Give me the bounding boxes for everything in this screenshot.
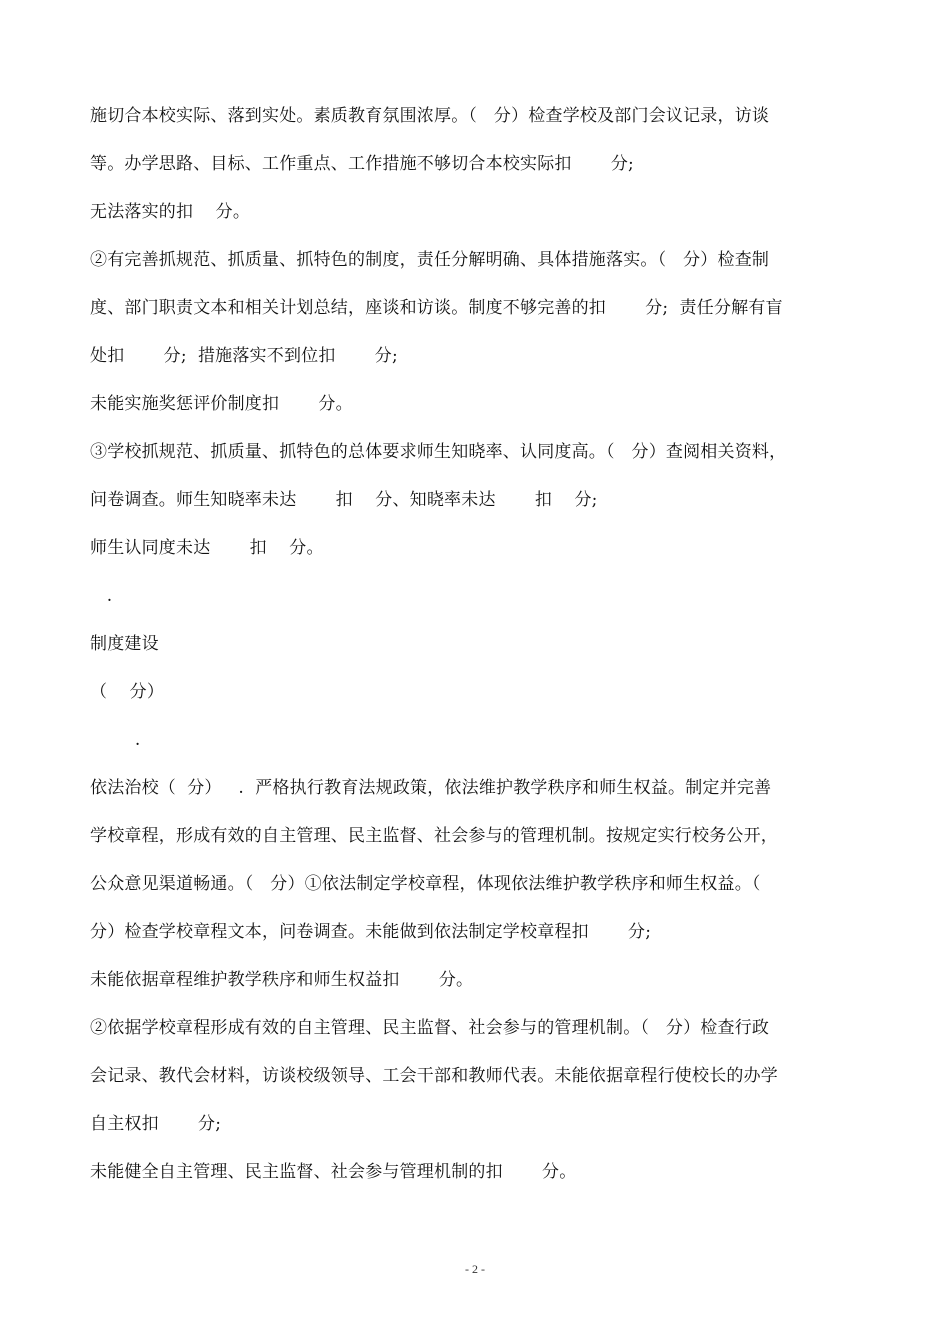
text-line: 自主权扣 分; [90,1114,222,1134]
section-score: （ 分） [90,682,165,702]
bullet-dot: . [90,586,113,606]
text-line: 会记录、教代会材料，访谈校级领导、工会干部和教师代表。未能依据章程行使校长的办学 [90,1066,778,1086]
text-line: ③学校抓规范、抓质量、抓特色的总体要求师生知晓率、认同度高。（ 分）查阅相关资料， [90,442,787,462]
text-line: 未能实施奖惩评价制度扣 分。 [90,394,353,414]
page-number: - 2 - [465,1262,485,1276]
text-line: 师生认同度未达 扣 分。 [90,538,324,558]
text-line: 无法落实的扣 分。 [90,202,251,222]
text-line: 等。办学思路、目标、工作重点、工作措施不够切合本校实际扣 分; [90,154,634,174]
text-line: ②依据学校章程形成有效的自主管理、民主监督、社会参与的管理机制。（ 分）检查行政 [90,1018,770,1038]
text-line: 施切合本校实际、落到实处。素质教育氛围浓厚。（ 分）检查学校及部门会议记录，访谈 [90,106,770,126]
text-line: 处扣 分; 措施落实不到位扣 分; [90,346,398,366]
section-heading: 制度建设 [90,634,159,654]
text-line: 度、部门职责文本和相关计划总结，座谈和访谈。制度不够完善的扣 分; 责任分解有盲 [90,298,783,318]
text-line: ②有完善抓规范、抓质量、抓特色的制度，责任分解明确、具体措施落实。（ 分）检查制 [90,250,770,270]
text-line: 依法治校（ 分） . 严格执行教育法规政策，依法维护教学秩序和师生权益。制定并完善 [90,778,772,798]
text-line: 未能健全自主管理、民主监督、社会参与管理机制的扣 分。 [90,1162,577,1182]
text-line: 学校章程，形成有效的自主管理、民主监督、社会参与的管理机制。按规定实行校务公开， [90,826,778,846]
text-line: 公众意见渠道畅通。（ 分）①依法制定学校章程，体现依法维护教学秩序和师生权益。（ [90,874,761,894]
document-body [90,92,860,1196]
text-line: 未能依据章程维护教学秩序和师生权益扣 分。 [90,970,474,990]
bullet-dot: . [90,730,141,750]
text-line: 问卷调查。师生知晓率未达 扣 分、知晓率未达 扣 分; [90,490,598,510]
text-line: 分）检查学校章程文本，问卷调查。未能做到依法制定学校章程扣 分; [90,922,652,942]
